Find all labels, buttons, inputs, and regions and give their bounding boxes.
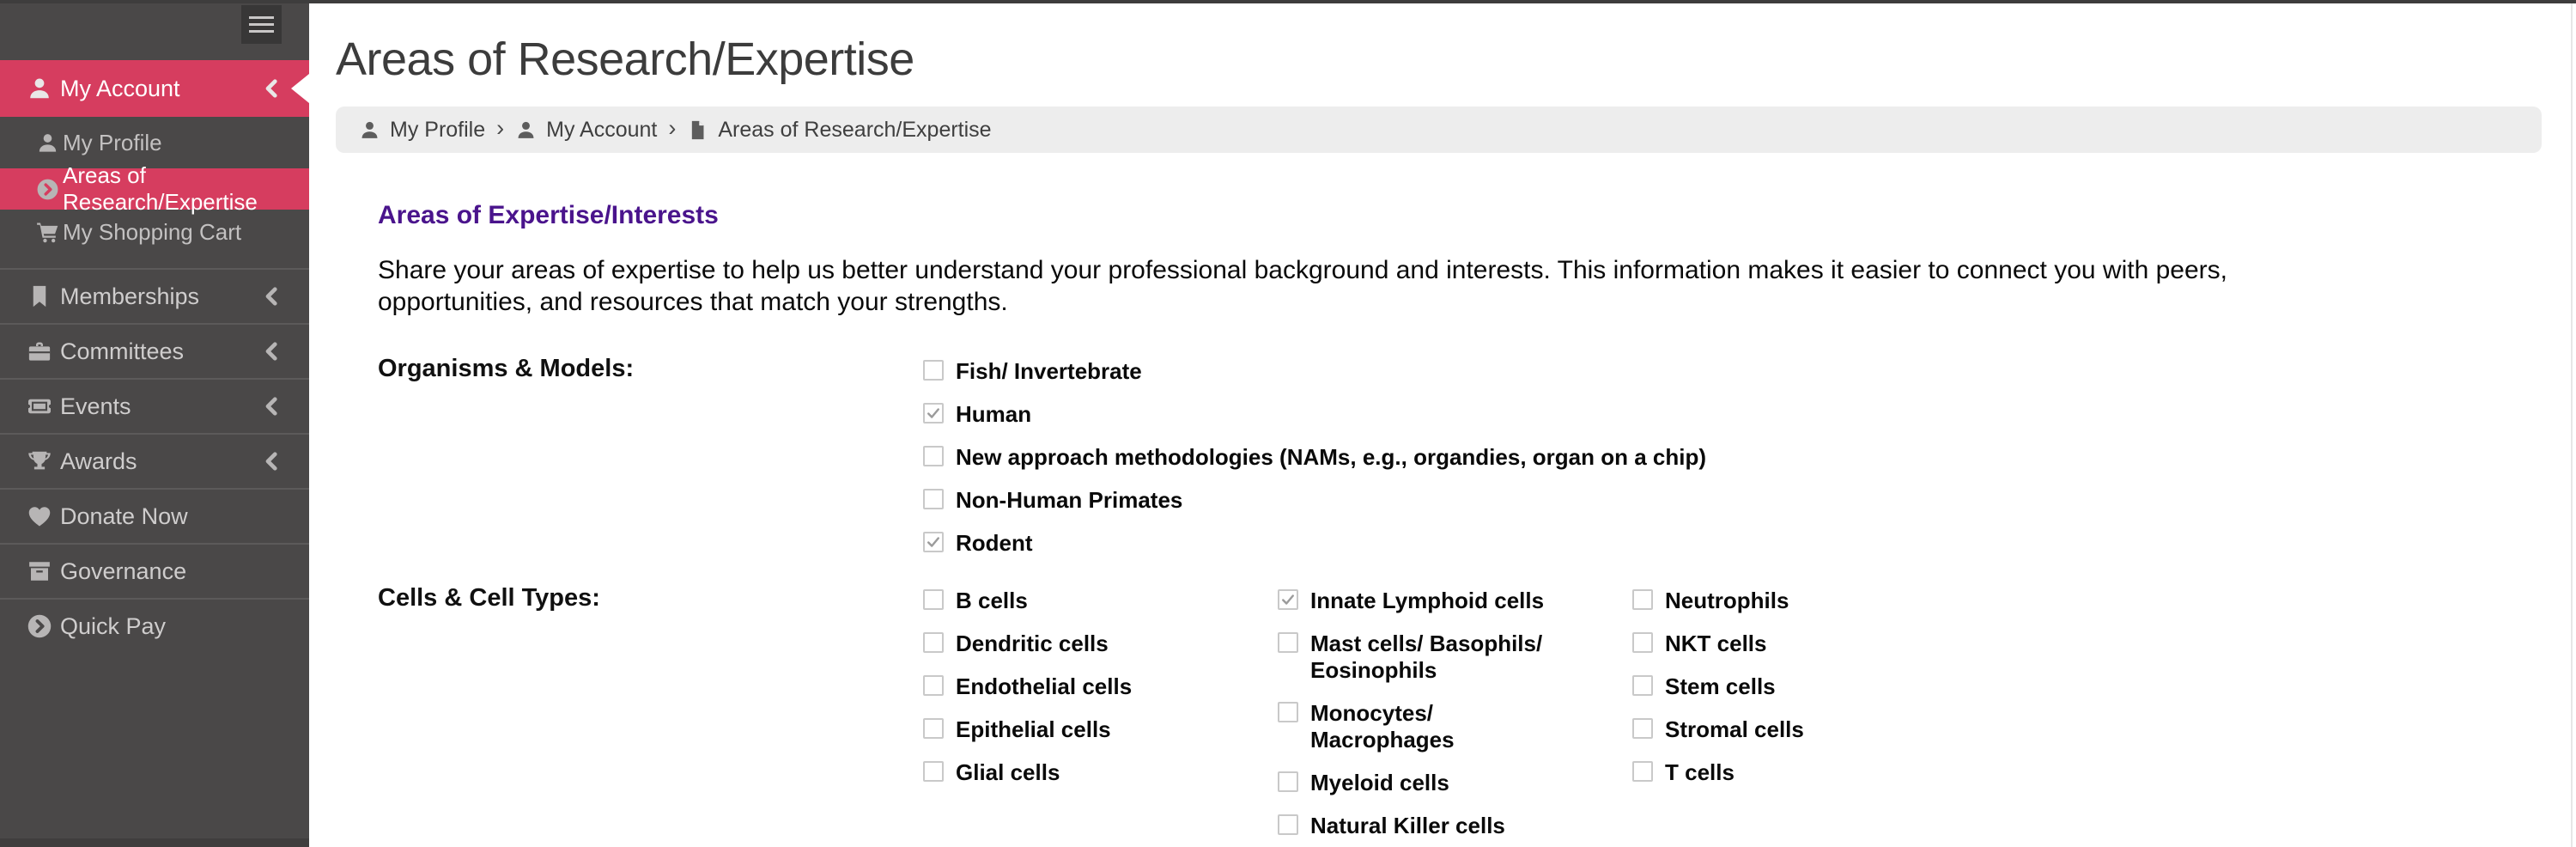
breadcrumb-item [687,118,991,143]
checkbox-item[interactable] [923,487,1706,514]
document-icon [687,119,708,141]
trophy-icon [27,448,52,474]
checkbox-unchecked[interactable] [1278,771,1298,792]
checkbox-unchecked[interactable] [923,761,944,782]
checkbox-item[interactable] [1278,631,1632,684]
checkbox-item[interactable] [1632,759,1987,786]
checkbox-item[interactable] [1278,770,1632,796]
sidebar-item-my-account[interactable] [0,60,309,117]
sidebar-item-memberships[interactable] [0,268,309,323]
checkbox-unchecked[interactable] [1632,761,1653,782]
checkbox-unchecked[interactable] [1632,675,1653,696]
user-icon [27,76,52,101]
sidebar-item-label: Awards [60,448,137,474]
sidebar-item-label: Governance [60,558,187,584]
checkbox-unchecked[interactable] [923,675,944,696]
breadcrumb-label: Areas of Research/Expertise [718,117,992,142]
checkbox-item[interactable] [1632,588,1987,614]
checkbox-item[interactable] [1278,588,1632,614]
sidebar-item-quick-pay[interactable] [0,598,309,653]
checkbox-item[interactable] [923,358,1706,385]
chevron-left-icon [259,76,285,101]
breadcrumb-separator: › [668,115,677,141]
checkbox-label: Dendritic cells [956,631,1109,656]
checkbox-label: New approach methodologies (NAMs, e.g., organdies, organ on a chip) [956,444,1706,470]
user-icon [515,119,537,141]
checkbox-item[interactable] [923,631,1278,657]
checkbox-label: Myeloid cells [1310,770,1449,795]
checkbox-label: Fish/ Invertebrate [956,358,1142,384]
checkbox-item[interactable] [1278,813,1632,839]
checkbox-label: Rodent [956,530,1033,556]
arrow-circle-right-icon [27,613,52,639]
main-content [309,3,2576,847]
sidebar-item-label: My Shopping Cart [63,218,242,245]
checkbox-label: Natural Killer cells [1310,813,1505,838]
checkbox-label: T cells [1665,759,1735,785]
checkbox-unchecked[interactable] [1632,589,1653,610]
sidebar-nav [0,60,309,653]
form-group [378,585,2542,847]
checkbox-checked[interactable] [923,532,944,552]
sidebar-item-label: My Profile [63,129,162,155]
checkbox-item[interactable] [1278,700,1632,753]
checkbox-item[interactable] [923,530,1706,557]
checkbox-item[interactable] [923,716,1278,743]
briefcase-icon [27,338,52,364]
checkbox-unchecked[interactable] [1278,632,1298,653]
checkbox-unchecked[interactable] [923,446,944,466]
checkbox-label: Mast cells/ Basophils/ Eosinophils [1310,631,1543,683]
checkbox-column [923,588,1278,847]
section-heading: Areas of Expertise/Interests [378,201,719,229]
sidebar-item-label: Events [60,393,131,419]
checkbox-unchecked[interactable] [923,589,944,610]
user-icon [36,131,59,155]
sidebar-footer-strip [0,838,309,847]
chevron-left-icon [259,393,285,419]
sidebar-item-label: Donate Now [60,503,188,529]
hamburger-icon [249,16,274,19]
checkbox-label: Glial cells [956,759,1060,785]
sidebar-spacer [0,254,309,268]
checkbox-item[interactable] [1632,673,1987,700]
checkbox-item[interactable] [923,759,1278,786]
bookmark-icon [27,283,52,309]
checkbox-unchecked[interactable] [1278,814,1298,835]
form-group [378,356,2542,573]
heart-icon [27,503,52,529]
checkbox-columns [923,585,1987,847]
group-label: Cells & Cell Types: [378,584,600,612]
arrow-circle-right-icon [36,178,59,201]
checkbox-label: Monocytes/ Macrophages [1310,700,1455,753]
checkbox-unchecked[interactable] [1632,632,1653,653]
cart-icon [36,221,59,244]
chevron-left-icon [259,283,285,309]
breadcrumb-label: My Profile [390,117,486,142]
expertise-groups [378,356,2542,847]
checkbox-checked[interactable] [1278,589,1298,610]
breadcrumb-label: My Account [546,117,658,142]
top-border-strip [0,0,2576,3]
intro-paragraph: Share your areas of expertise to help us better understand your professional background and interests. This information makes it easier to connect you with peers, opportunities, and resources that match your strengths. [378,256,2227,316]
checkbox-label: Neutrophils [1665,588,1789,613]
breadcrumb-item[interactable] [515,118,657,143]
page-title: Areas of Research/Expertise [336,34,914,85]
sidebar-item-label: Quick Pay [60,612,167,639]
checkbox-checked[interactable] [923,403,944,424]
checkbox-item[interactable] [1632,631,1987,657]
checkbox-unchecked[interactable] [1278,702,1298,722]
sidebar-item-governance[interactable] [0,543,309,598]
checkbox-label: Epithelial cells [956,716,1111,742]
checkbox-column [1632,588,1987,847]
user-icon [359,119,380,141]
group-label: Organisms & Models: [378,355,635,382]
sidebar-item-events[interactable] [0,378,309,433]
breadcrumb-separator: › [496,115,505,141]
checkbox-unchecked[interactable] [923,360,944,381]
sidebar-item-awards[interactable] [0,433,309,488]
sidebar-item-label: Memberships [60,283,200,309]
checkbox-label: B cells [956,588,1028,613]
chevron-left-icon [259,338,285,364]
sidebar-item-my-profile[interactable] [0,117,309,168]
sidebar-item-label: Committees [60,338,185,364]
sidebar-item-donate-now[interactable] [0,488,309,543]
checkbox-item[interactable] [923,673,1278,700]
content-body [336,201,2542,847]
breadcrumb-item[interactable] [359,118,485,143]
hamburger-icon [249,30,274,33]
checkbox-item[interactable] [923,444,1706,471]
sidebar-header [0,0,309,60]
sidebar-item-label: My Account [60,75,180,101]
checkbox-unchecked[interactable] [923,632,944,653]
checkbox-label: Endothelial cells [956,673,1133,699]
checkbox-column [1278,588,1632,847]
hamburger-menu-button[interactable] [241,5,282,44]
checkbox-unchecked[interactable] [923,489,944,509]
archive-icon [27,558,52,584]
checkbox-item[interactable] [923,588,1278,614]
hamburger-icon [249,23,274,26]
checkbox-label: Innate Lymphoid cells [1310,588,1545,613]
checkbox-item[interactable] [923,401,1706,428]
checkbox-item[interactable] [1632,716,1987,743]
checkbox-columns [923,356,1706,573]
sidebar-item-areas[interactable] [0,162,309,215]
checkbox-unchecked[interactable] [1632,718,1653,739]
checkbox-label: NKT cells [1665,631,1767,656]
sidebar-item-committees[interactable] [0,323,309,378]
checkbox-label: Stem cells [1665,673,1776,699]
ticket-icon [27,393,52,419]
breadcrumb [336,107,2542,153]
checkbox-column [923,358,1706,573]
checkbox-label: Non-Human Primates [956,487,1183,513]
checkbox-label: Stromal cells [1665,716,1804,742]
sidebar [0,0,309,847]
sidebar-item-cart[interactable] [0,210,309,254]
checkbox-unchecked[interactable] [923,718,944,739]
page-right-border [2571,0,2573,847]
checkbox-label: Human [956,401,1032,427]
sidebar-item-label: Areas of Research/Expertise [63,162,258,215]
chevron-left-icon [259,448,285,474]
